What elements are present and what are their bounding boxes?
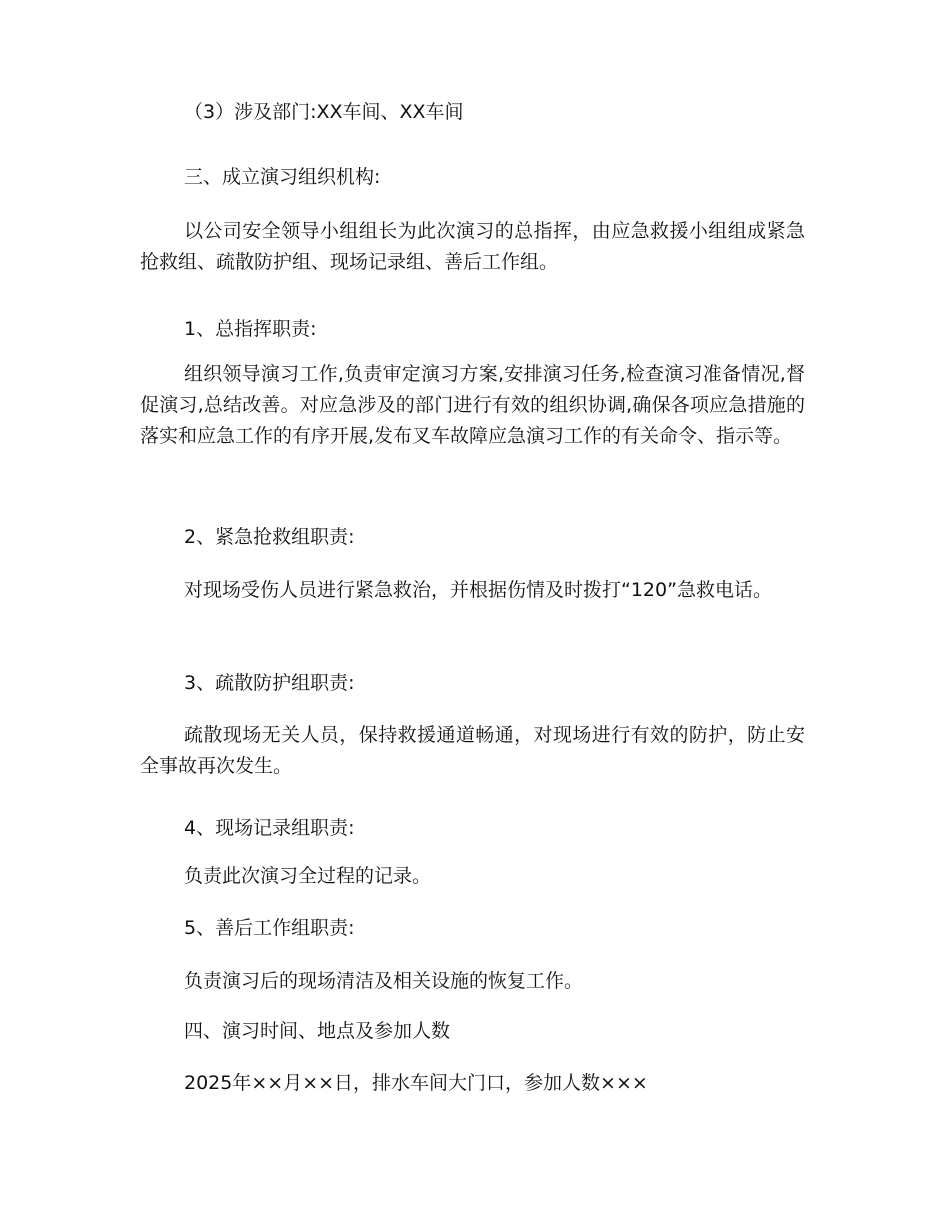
heading-recording-duties: 4、现场记录组职责: — [184, 817, 355, 839]
heading-rescue-duties: 2、紧急抢救组职责: — [184, 526, 355, 548]
paragraph-commander-duties: 组织领导演习工作,负责审定演习方案,安排演习任务,检查演习准备情况,督促演习,总结改善。对应急涉及的部门进行有效的组织协调,确保各项应急措施的落实和应急工作的有序开展,发布叉车故障应急演习工作的有关命令、指示等。 — [140, 363, 805, 447]
paragraph-aftermath-duties: 负责演习后的现场清洁及相关设施的恢复工作。 — [184, 970, 584, 992]
heading-organization: 三、成立演习组织机构: — [184, 166, 381, 188]
heading-time-location: 四、演习时间、地点及参加人数 — [184, 1020, 451, 1042]
paragraph-time-location: 2025年××月××日，排水车间大门口，参加人数××× — [184, 1072, 648, 1094]
paragraph-departments: （3）涉及部门:XX车间、XX车间 — [184, 101, 464, 123]
paragraph-evacuation-duties: 疏散现场无关人员，保持救援通道畅通，对现场进行有效的防护，防止安全事故再次发生。 — [140, 724, 805, 777]
paragraph-recording-duties: 负责此次演习全过程的记录。 — [184, 865, 432, 887]
heading-commander-duties: 1、总指挥职责: — [184, 318, 317, 340]
paragraph-organization: 以公司安全领导小组组长为此次演习的总指挥，由应急救援小组组成紧急抢救组、疏散防护组、现场记录组、善后工作组。 — [140, 220, 805, 273]
heading-evacuation-duties: 3、疏散防护组职责: — [184, 672, 355, 694]
paragraph-rescue-duties: 对现场受伤人员进行紧急救治，并根据伤情及时拨打“120”急救电话。 — [184, 579, 772, 601]
heading-aftermath-duties: 5、善后工作组职责: — [184, 917, 355, 939]
